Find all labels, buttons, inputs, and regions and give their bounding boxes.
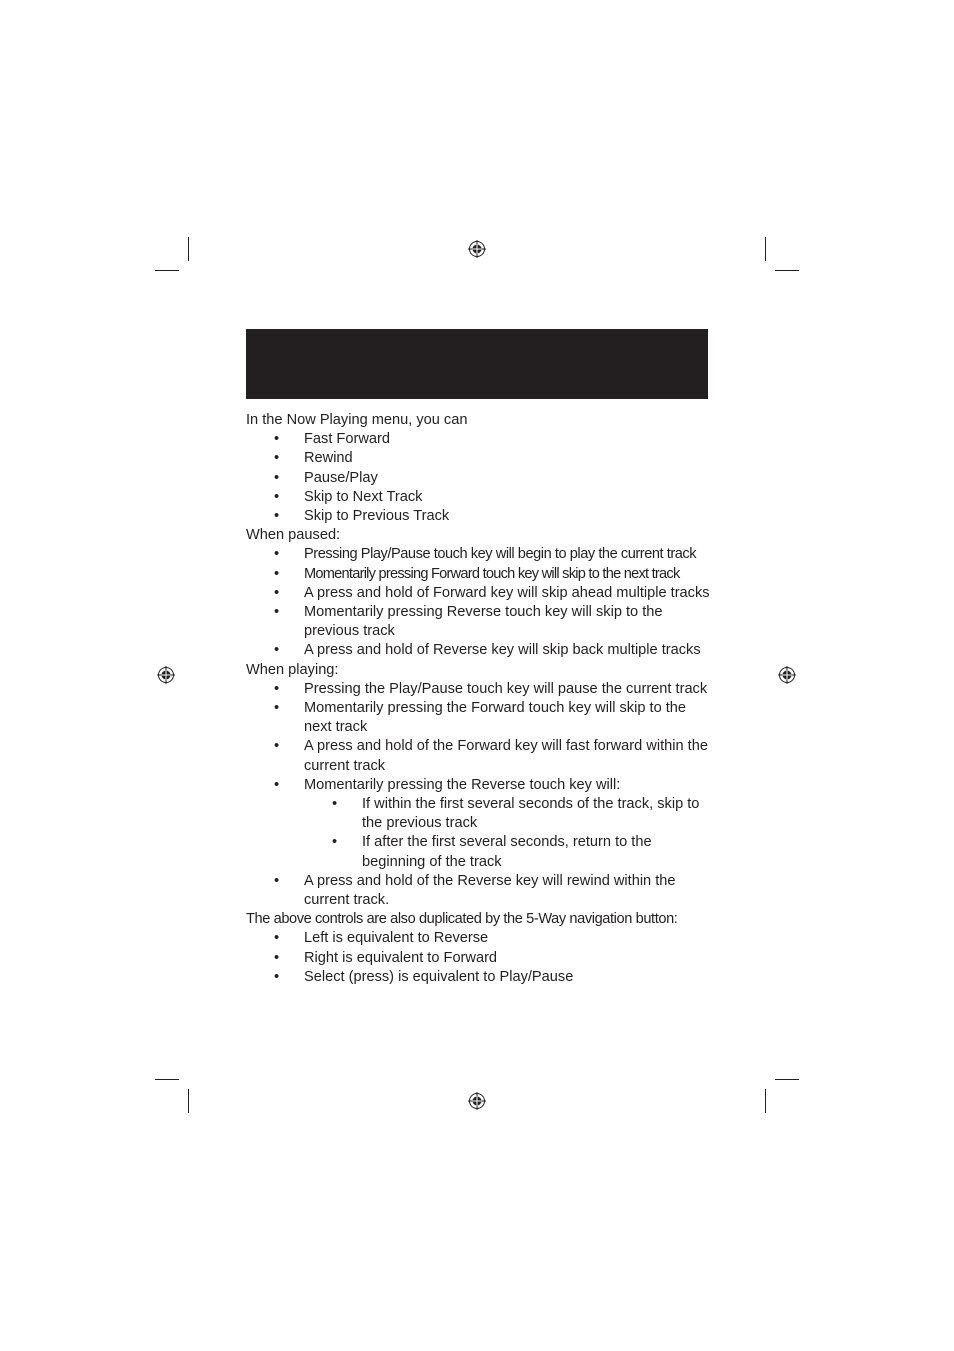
playing-list <box>246 680 712 910</box>
sub-list-item: • If within the first several seconds of the track, skip to the previous track <box>304 795 712 833</box>
list-item: • Right is equivalent to Forward <box>246 949 712 968</box>
feature-list <box>246 430 712 526</box>
list-item: • Momentarily pressing Forward touch key will skip to the next track <box>246 565 712 584</box>
crop-mark <box>765 1089 766 1113</box>
list-item: • Fast Forward <box>246 430 712 449</box>
list-item <box>246 776 712 872</box>
list-item: • Pressing the Play/Pause touch key will pause the current track <box>246 680 712 699</box>
list-item: • Momentarily pressing the Forward touch key will skip to the next track <box>246 699 712 737</box>
list-item: • A press and hold of the Reverse key will rewind within the current track. <box>246 872 712 910</box>
crop-mark <box>775 270 799 271</box>
list-item: • Pause/Play <box>246 469 712 488</box>
list-item: • Skip to Next Track <box>246 488 712 507</box>
crop-mark <box>765 237 766 261</box>
list-item: • Select (press) is equivalent to Play/Pause <box>246 968 712 987</box>
registration-mark-icon <box>468 1092 486 1110</box>
playing-heading: When playing: <box>246 661 339 678</box>
registration-mark-icon <box>157 666 175 684</box>
section-header-bar <box>246 329 708 399</box>
crop-mark <box>155 1079 179 1080</box>
list-item: • A press and hold of Forward key will skip ahead multiple tracks <box>246 584 712 603</box>
crop-mark <box>188 237 189 261</box>
list-item: • Skip to Previous Track <box>246 507 712 526</box>
navigation-note: The above controls are also duplicated by the 5-Way navigation button: <box>246 911 678 928</box>
list-item: • Pressing Play/Pause touch key will begin to play the current track <box>246 545 712 564</box>
registration-mark-icon <box>778 666 796 684</box>
list-item: • Rewind <box>246 449 712 468</box>
list-item: • Left is equivalent to Reverse <box>246 929 712 948</box>
sub-list-item: • If after the first several seconds, return to the beginning of the track <box>304 833 712 871</box>
list-item-text: Momentarily pressing the Reverse touch key will: <box>304 776 621 793</box>
crop-mark <box>775 1079 799 1080</box>
reverse-sub-list <box>304 795 712 872</box>
crop-mark <box>188 1089 189 1113</box>
paused-heading: When paused: <box>246 527 341 544</box>
page-content <box>246 411 712 987</box>
crop-mark <box>155 270 179 271</box>
registration-mark-icon <box>468 240 486 258</box>
list-item: • A press and hold of Reverse key will skip back multiple tracks <box>246 641 712 660</box>
paused-list <box>246 545 712 660</box>
list-item: • Momentarily pressing Reverse touch key will skip to the previous track <box>246 603 712 641</box>
list-item: • A press and hold of the Forward key will fast forward within the current track <box>246 737 712 775</box>
intro-text: In the Now Playing menu, you can <box>246 412 468 428</box>
navigation-list <box>246 929 712 987</box>
